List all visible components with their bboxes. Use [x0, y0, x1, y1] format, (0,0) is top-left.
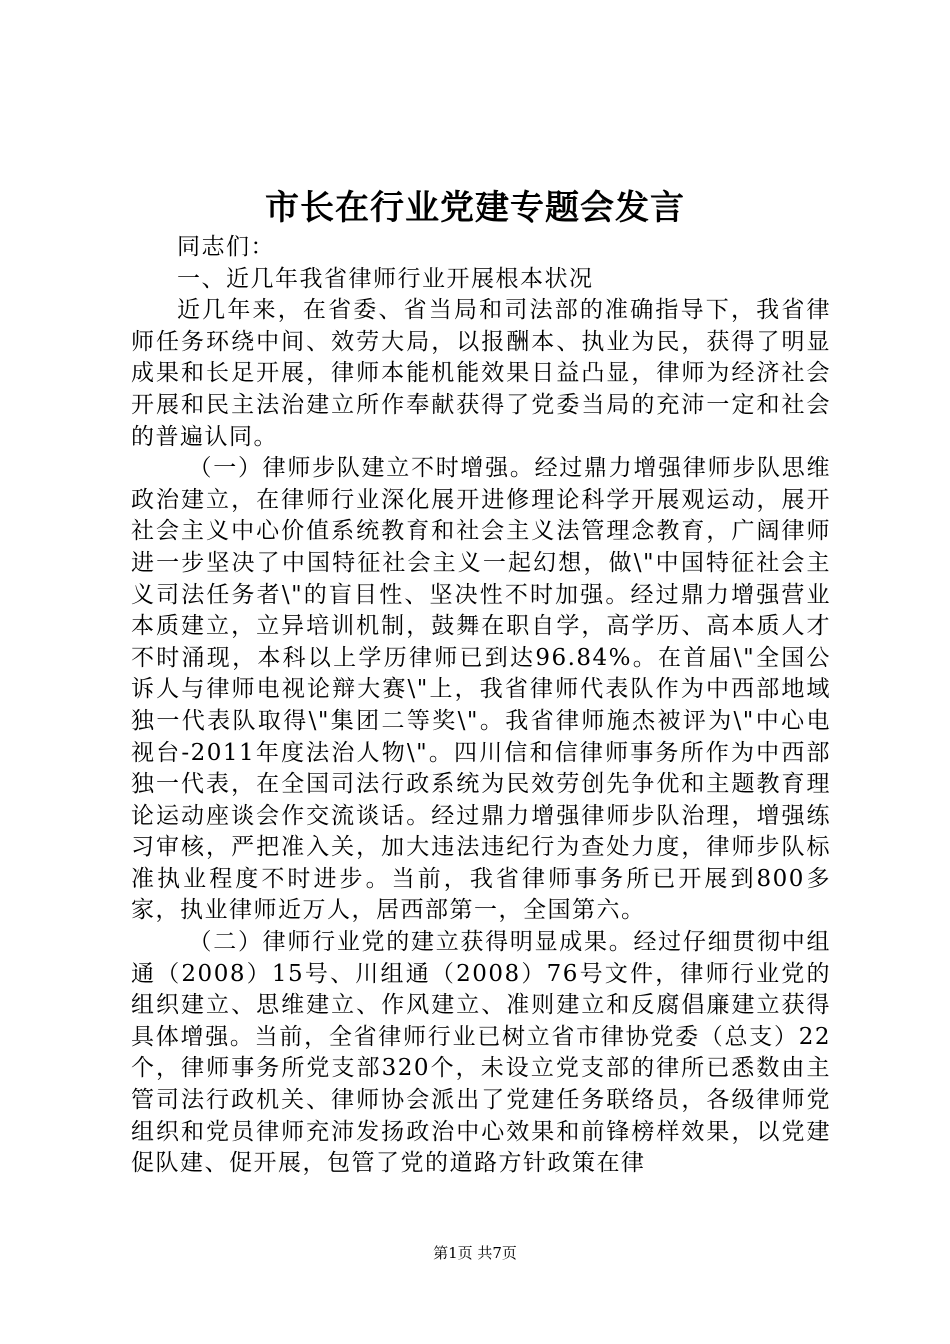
- section-heading: 一、近几年我省律师行业开展根本状况: [177, 265, 594, 292]
- document-title: 市长在行业党建专题会发言: [265, 188, 685, 228]
- paragraph: （二）律师行业党的建立获得明显成果。经过仔细贯彻中组通（2008）15号、川组通（2008）76号文件，律师行业党的组织建立、思维建立、作风建立、准则建立和反腐倡廉建立获得具体增强。当前，全省律师行业已树立省市律协党委（总支）22个，律师事务所党支部320个，未设立党支部的律所已悉数由主管司法行政机关、律师协会派出了党建任务联络员，各级律师党组织和党员律师充沛发扬政治中心效果和前锋榜样效果，以党建促队建、促开展，包管了党的道路方针政策在律: [131, 929, 831, 1177]
- document-body: [131, 232, 831, 1180]
- paragraph: （一）律师步队建立不时增强。经过鼎力增强律师步队思维政治建立，在律师行业深化展开进修理论科学开展观运动，展开社会主义中心价值系统教育和社会主义法管理念教育，广阔律师进一步坚决了中国特征社会主义一起幻想，做\"中国特征社会主义司法任务者\"的盲目性、坚决性不时加强。经过鼎力增强营业本质建立，立异培训机制，鼓舞在职自学，高学历、高本质人才不时涌现，本科以上学历律师已到达96.84%。在首届\"全国公诉人与律师电视论辩大赛\"上，我省律师代表队作为中西部地域独一代表队取得\"集团二等奖\"。我省律师施杰被评为\"中心电视台-2011年度法治人物\"。四川信和信律师事务所作为中西部独一代表，在全国司法行政系统为民效劳创先争优和主题教育理论运动座谈会作交流谈话。经过鼎力增强律师步队治理，增强练习审核，严把准入关，加大违法违纪行为查处力度，律师步队标准执业程度不时进步。当前，我省律师事务所已开展到800多家，执业律师近万人，居西部第一，全国第六。: [131, 455, 831, 924]
- salutation: 同志们：: [177, 234, 275, 260]
- paragraph: 近几年来，在省委、省当局和司法部的准确指导下，我省律师任务环绕中间、效劳大局，以报酬本、执业为民，获得了明显成果和长足开展，律师本能机能效果日益凸显，律师为经济社会开展和民主法治建立所作奉献获得了党委当局的充沛一定和社会的普遍认同。: [131, 297, 831, 450]
- page-number: 第1页 共7页: [433, 1244, 517, 1262]
